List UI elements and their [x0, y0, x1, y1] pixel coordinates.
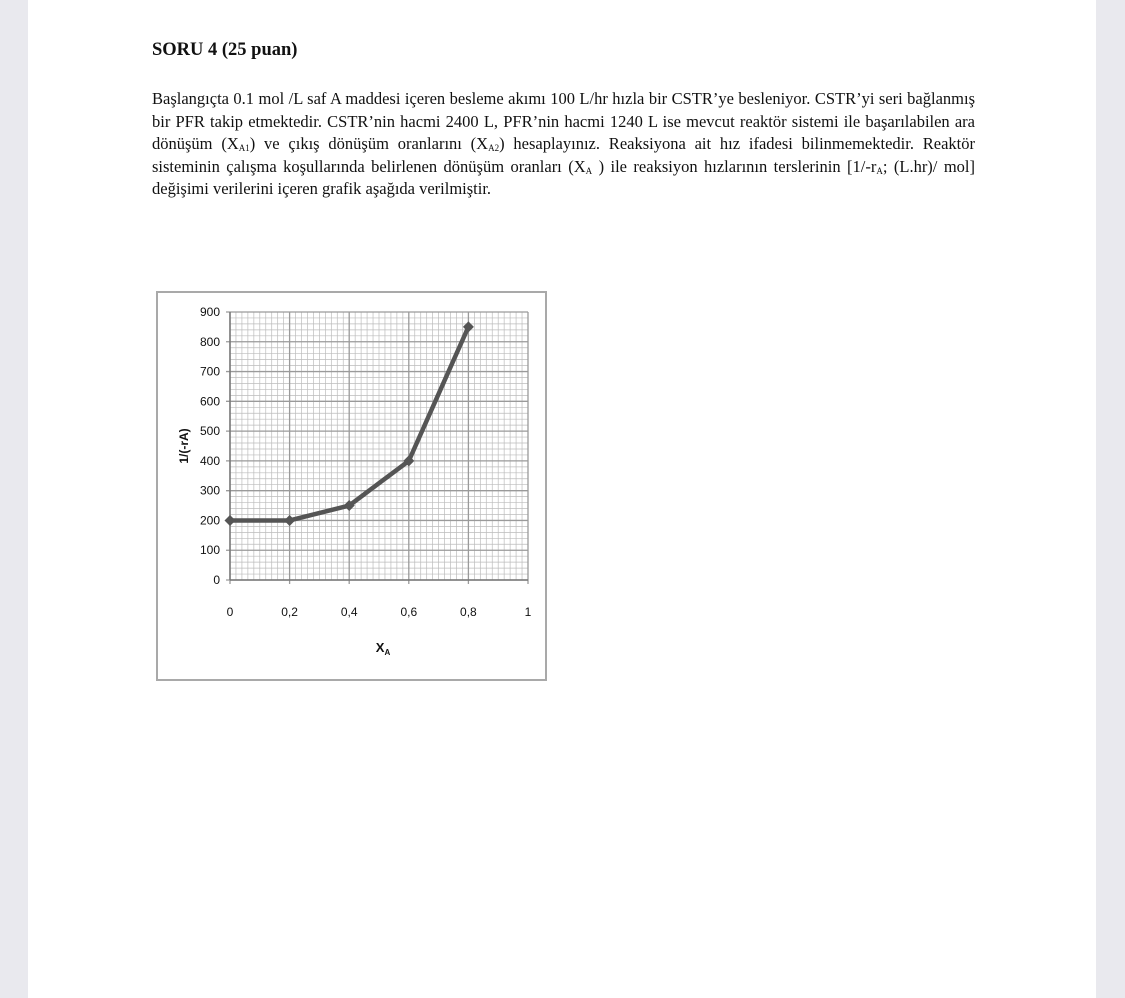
- subscript-a1: A1: [238, 143, 250, 153]
- x-tick-label: 0,2: [281, 605, 298, 619]
- question-title: SORU 4 (25 puan): [152, 40, 298, 60]
- x-tick-label: 0,4: [340, 605, 358, 619]
- y-axis-label: 1/(-rA): [177, 428, 191, 464]
- data-point-marker: [284, 515, 295, 526]
- y-tick-label: 800: [199, 334, 220, 349]
- para-text-4: ) ile reaksiyon hızlarının terslerinin [1/-r: [592, 156, 877, 176]
- y-tick-label: 900: [199, 305, 220, 319]
- x-tick-label: 1: [524, 605, 532, 619]
- document-page: [28, 0, 1096, 998]
- y-tick-label: 300: [199, 483, 220, 498]
- question-paragraph: [152, 88, 975, 201]
- para-text-2: ) ve çıkış dönüşüm oranlarını (X: [249, 134, 489, 153]
- subscript-a2: A2: [488, 143, 500, 153]
- y-tick-label: 200: [199, 513, 220, 528]
- y-tick-label: 600: [199, 394, 220, 409]
- para-text-5: ; (L.hr)/ mol] değişimi verilerini içeren grafik aşağıda verilmiştir.: [152, 156, 975, 198]
- subscript-a: A: [585, 165, 593, 176]
- x-tick-label: 0,6: [400, 605, 418, 619]
- y-tick-label: 700: [199, 364, 220, 379]
- data-point-marker: [225, 515, 236, 526]
- y-tick-label: 400: [199, 453, 220, 468]
- x-tick-label: 0: [226, 605, 234, 619]
- x-axis-label: $X_A$: [375, 640, 391, 657]
- chart-frame: [156, 291, 547, 681]
- conversion-rate-chart: [156, 291, 547, 681]
- y-tick-label: 500: [199, 424, 220, 439]
- y-tick-label: 100: [199, 543, 220, 558]
- para-text-3: ) hesaplayınız. Reaksiyona ait hız ifadesi bilinmemektedir. Reaktör sisteminin çalışma koşullarında belirlenen dönüşüm oranları (X: [152, 134, 975, 176]
- x-tick-label: 0,8: [460, 605, 477, 619]
- para-text-1: Başlangıçta 0.1 mol /L saf A maddesi içeren besleme akımı 100 L/hr hızla bir CSTR’ye besleniyor. CSTR’yi seri bağlanmış bir PFR takip etmektedir. CSTR’nin hacmi 2400 L, PFR’nin hacmi 1240 L ise mevcut reaktör sistemi ile başarılabilen ara dönüşüm (X: [152, 89, 975, 153]
- subscript-ra: A: [876, 165, 883, 176]
- y-tick-label: 0: [213, 573, 220, 587]
